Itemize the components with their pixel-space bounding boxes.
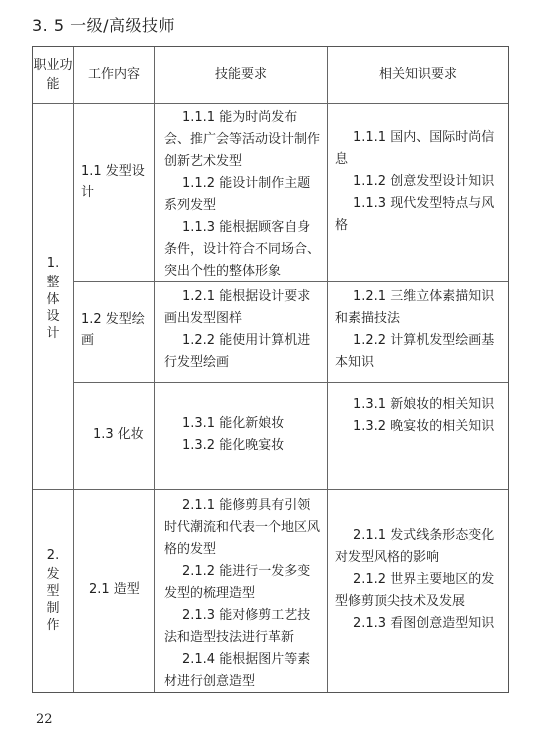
skill-item: 2.1.4 能根据图片等素材进行创意造型 bbox=[164, 652, 311, 689]
skill-item: 1.2.1 能根据设计要求画出发型图样 bbox=[164, 289, 311, 326]
knowledge-cell bbox=[335, 394, 498, 438]
knowledge-item: 1.2.2 计算机发型绘画基本知识 bbox=[335, 333, 495, 370]
skill-item: 1.2.2 能使用计算机进行发型绘画 bbox=[164, 333, 311, 370]
knowledge-cell bbox=[335, 525, 498, 635]
skill-item: 1.1.1 能为时尚发布会、推广会等活动设计制作创新艺术发型 bbox=[164, 110, 321, 169]
knowledge-item: 1.1.1 国内、国际时尚信息 bbox=[335, 130, 495, 167]
knowledge-item: 1.3.1 新娘妆的相关知识 bbox=[353, 397, 495, 412]
knowledge-item: 1.2.1 三维立体素描知识和素描技法 bbox=[335, 289, 495, 326]
role-cell bbox=[43, 255, 63, 342]
page-number: 22 bbox=[36, 712, 53, 727]
row-divider bbox=[33, 103, 508, 104]
col-divider bbox=[327, 47, 328, 692]
role-number: 2. bbox=[46, 548, 60, 563]
knowledge-item: 2.1.3 看图创意造型知识 bbox=[353, 616, 495, 631]
content-cell: 1.2 发型绘画 bbox=[81, 312, 145, 348]
skills-cell bbox=[164, 286, 322, 374]
knowledge-item: 1.1.2 创意发型设计知识 bbox=[353, 174, 495, 189]
content-cell: 2.1 造型 bbox=[89, 582, 140, 597]
knowledge-item: 1.1.3 现代发型特点与风格 bbox=[335, 196, 495, 233]
skill-item: 1.1.2 能设计制作主题系列发型 bbox=[164, 176, 311, 213]
header-content: 工作内容 bbox=[87, 67, 140, 82]
header-skills: 技能要求 bbox=[214, 67, 267, 82]
content-cell: 1.3 化妆 bbox=[93, 427, 144, 442]
row-divider bbox=[33, 489, 508, 490]
skills-table bbox=[32, 46, 509, 693]
skills-cell bbox=[164, 107, 322, 283]
skill-item: 1.3.1 能化新娘妆 bbox=[182, 416, 285, 431]
col-divider bbox=[73, 47, 74, 692]
section-title: 3. 5 一级/高级技师 bbox=[32, 16, 176, 35]
header-knowledge: 相关知识要求 bbox=[378, 67, 457, 82]
content-cell: 1.1 发型设计 bbox=[81, 164, 145, 200]
header-role: 职业功能 bbox=[33, 58, 73, 92]
role-name: 发型制作 bbox=[46, 567, 60, 633]
knowledge-item: 2.1.2 世界主要地区的发型修剪顶尖技术及发展 bbox=[335, 572, 495, 609]
skills-cell bbox=[164, 413, 322, 457]
skill-item: 2.1.1 能修剪具有引领时代潮流和代表一个地区风格的发型 bbox=[164, 498, 321, 557]
knowledge-cell bbox=[335, 286, 498, 374]
knowledge-cell bbox=[335, 127, 498, 237]
knowledge-item: 1.3.2 晚宴妆的相关知识 bbox=[353, 419, 495, 434]
skill-item: 2.1.2 能进行一发多变发型的梳理造型 bbox=[164, 564, 311, 601]
skill-item: 1.1.3 能根据顾客自身条件，设计符合不同场合、突出个性的整体形象 bbox=[164, 220, 321, 279]
knowledge-item: 2.1.1 发式线条形态变化对发型风格的影响 bbox=[335, 528, 495, 565]
col-divider bbox=[154, 47, 155, 692]
skill-item: 2.1.3 能对修剪工艺技法和造型技法进行革新 bbox=[164, 608, 311, 645]
role-cell bbox=[43, 547, 63, 634]
skills-cell bbox=[164, 495, 322, 693]
skill-item: 1.3.2 能化晚宴妆 bbox=[182, 438, 285, 453]
row-divider bbox=[73, 382, 508, 383]
role-name: 整体设计 bbox=[46, 275, 60, 341]
role-number: 1. bbox=[46, 256, 60, 271]
